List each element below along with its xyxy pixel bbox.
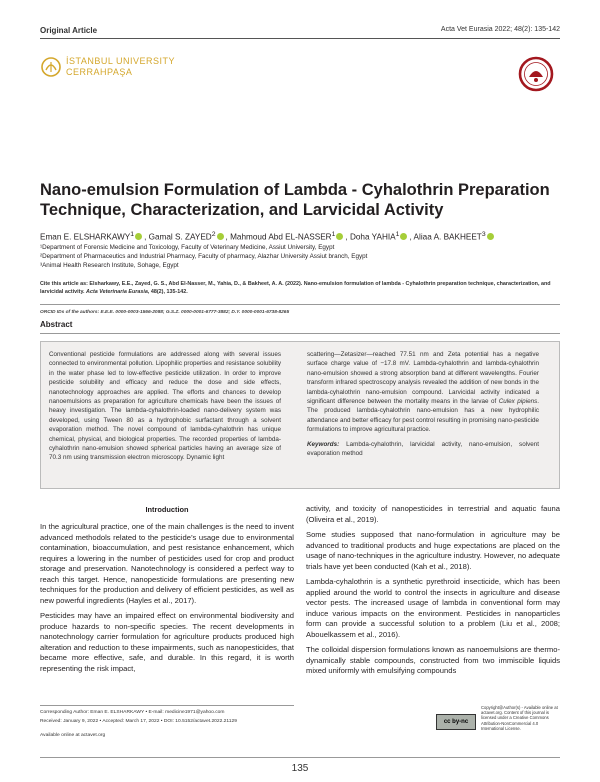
author-name: Mahmoud Abd EL-NASSER bbox=[230, 232, 332, 242]
abstract-heading: Abstract bbox=[40, 320, 73, 329]
citation-prefix: Cite this article as: Elsharkawy, E.E., Zayed, G. S., Abd El-Nasser, M., Yahia, D., & Bakheet, A. A. (2022). Nano-emulsion formulation of lambda - Cyhalothrin preparation technique, characterization, and larvicidal activity. bbox=[40, 281, 551, 295]
creative-commons-badge-icon[interactable]: cc by-nc bbox=[436, 714, 476, 730]
abstract-divider bbox=[40, 333, 560, 334]
author-affiliation-mark: 1 bbox=[395, 231, 400, 238]
abstract-box bbox=[40, 341, 560, 489]
abstract-text: . The produced lambda-cyhalothrin nano-emulsion has a new hydrophilic attendance and better efficacy for pest control resulting in promising nano-pesticide formulations to improve agricultural practice. bbox=[307, 398, 539, 434]
author-name: Gamal S. ZAYED bbox=[148, 232, 212, 242]
journal-seal-icon bbox=[518, 56, 554, 92]
introduction-heading: Introduction bbox=[145, 505, 189, 514]
logo-line-2: CERRAHPAŞA bbox=[66, 67, 133, 77]
keywords-label: Keywords: bbox=[307, 440, 340, 448]
orcid-icon[interactable] bbox=[487, 233, 494, 240]
author-list: Eman E. ELSHARKAWY$^1$ , Gamal S. ZAYED$^2$ , Mahmoud Abd EL-NASSER$^1$ , Doha YAHIA$^1$ , Aliaa A. BAKHEET$^3$ bbox=[40, 229, 560, 243]
journal-reference: Acta Vet Eurasia 2022; 48(2): 135-142 bbox=[440, 26, 560, 33]
orcid-icon[interactable] bbox=[400, 233, 407, 240]
orcid-icon[interactable] bbox=[336, 233, 343, 240]
paragraph: Lambda-cyhalothrin is a synthetic pyrethroid insecticide, which has been applied around the world to control the insects in agriculture and disease vector pests. The increased usage of lambda in conventional form may induce various impacts on the environment. Pesticides in nanoparticles form can provide a successful solution to a problem (Liu et al., 2008; Abouelkassem et al., 2016). bbox=[306, 577, 560, 639]
license-text: Copyright@Author(s) - Available online at actavet.org. Content of this journal is licensed under a Creative Commons Attribution-NonCommercial 4.0 International License. bbox=[481, 705, 558, 731]
author-affiliation-mark: 3 bbox=[481, 231, 486, 238]
available-online: Available online at actavet.org bbox=[40, 733, 106, 738]
author-name: Aliaa A. BAKHEET bbox=[413, 232, 482, 242]
author-name: Doha YAHIA bbox=[349, 232, 396, 242]
university-emblem-icon bbox=[40, 56, 62, 78]
orcid-ids: ORCID IDs of the authors: E.E.E. 0000-0003-1566-2088; G.S.Z. 0000-0001-6777-3882; D.Y. 0000-0001-6738-8265 bbox=[40, 310, 290, 315]
article-dates: Received: January 9, 2022 • Accepted: March 17, 2022 • DOI: 10.5152/actavet.2022.21129 bbox=[40, 719, 237, 724]
abstract-column-1: Conventional pesticide formulations are addressed along with several issues connected to environmental pollution. Lipophilic properties and resistance solubility in the water phase led to low-effective pesticide utilization. In order to improve pesticide solubility and efficacy and reduce the dose and side effects, nanotechnology approaches are applied. The efforts and chances to develop nanoemulsions as preparation for agriculture chemicals have been the issues of heavy investigation. The lambda-cyhalothrin-loaded nano-delivery system was developed, using Tween 80 as a hydrophobic surfactant through a solvent evaporation method. The novel compound of lambda-cyhalothrin has unique chemical, physical, and biological properties. The recorded properties of lambda-cyhalothrin nano-emulsion showed spherical particles having an average size of 70.3 nm using transmission electron microscopy. Dynamic light bbox=[49, 351, 281, 462]
license-block bbox=[436, 705, 560, 750]
page-divider bbox=[40, 757, 560, 758]
abstract-column-2 bbox=[307, 350, 539, 458]
affiliation: ¹Department of Forensic Medicine and Toxicology, Faculty of Veterinary Medicine, Assiut University, Egypt bbox=[40, 244, 335, 251]
paragraph: Some studies supposed that nano-formulation in agriculture may be advanced to traditional products and huge expectations are placed on the usage of nano-techniques in the agriculture industry. However, no adequate trials have yet been conducted (Kah et al., 2018). bbox=[306, 530, 560, 571]
body-column-right bbox=[306, 504, 560, 682]
author-name: Eman E. ELSHARKAWY bbox=[40, 232, 131, 242]
university-logo bbox=[40, 52, 190, 82]
citation-suffix: , 48(2), 135-142. bbox=[147, 288, 188, 295]
abstract-species: Culex pipiens bbox=[498, 398, 538, 406]
header-divider bbox=[40, 38, 560, 39]
author-affiliation-mark: 2 bbox=[211, 231, 216, 238]
paragraph: Pesticides may have an impaired effect on environmental biodiversity and produce hazards to non-specific species. The recent developments in nanotechnology carrier formulation for agriculture products produced high alteration and reduction to these impairments, such as nanopesticides, that became more effective, safe, and durable. In this regard, it is worth representing the risk impact, bbox=[40, 611, 294, 673]
section-label: Original Article bbox=[40, 26, 98, 35]
paragraph: activity, and toxicity of nanopesticides in terrestrial and aquatic fauna (Oliveira et al., 2019). bbox=[306, 504, 560, 524]
orcid-icon[interactable] bbox=[135, 233, 142, 240]
author-affiliation-mark: 1 bbox=[130, 231, 135, 238]
corresponding-author: Corresponding Author: Eman E. ELSHARKAWY • E-mail: medicine1971@yahoo.com bbox=[40, 710, 225, 715]
affiliation: ²Department of Pharmaceutics and Industrial Pharmacy, Faculty of pharmacy, Alazhar University Assiut branch, Egypt bbox=[40, 252, 368, 260]
keywords-text: Lambda-cyhalothrin, larvicidal activity, nano-emulsion, solvent evaporation method bbox=[307, 440, 539, 458]
keywords bbox=[307, 440, 539, 459]
abstract-text: scattering—Zetasizer—reached 77.51 nm and Zeta potential has a negative surface charge value of −17.8 mV. Lambda-cyhalothrin and lambda-cyhalothrin nano-emulsion showed a strong absorption band at different wavelengths. Fourier transform infrared spectroscopy analysis revealed the addition of new bonds in the lambda-cyhalothrin nano-emulsion compound. Larvicidal activity indicated a significant difference between the mortality means in the larvae of bbox=[307, 351, 539, 406]
page-number: 135 bbox=[291, 763, 309, 774]
affiliation: ³Animal Health Research Institute, Sohage, Egypt bbox=[40, 261, 179, 269]
article-title: Nano-emulsion Formulation of Lambda - Cyhalothrin Preparation Technique, Characterization, and Larvicidal Activity bbox=[40, 181, 550, 219]
citation bbox=[40, 281, 560, 296]
orcid-icon[interactable] bbox=[217, 233, 224, 240]
citation-divider bbox=[40, 304, 560, 305]
logo-line-1: İSTANBUL UNIVERSITY bbox=[66, 56, 176, 66]
footer-divider bbox=[40, 705, 294, 706]
paragraph: The colloidal dispersion formulations known as nanoemulsions are thermo-dynamically stable compounds, constructed from two immiscible liquids mixed uniformly with emulsifying compounds bbox=[306, 645, 560, 675]
citation-journal: Acta Veterinaria Eurasia bbox=[86, 288, 148, 295]
affiliations bbox=[40, 244, 560, 270]
body-column-left bbox=[40, 522, 294, 679]
paragraph: In the agricultural practice, one of the main challenges is the need to invent advanced methodols related to the pesticide’s usage due to environmental contamination, bioaccumulation, and pest resistance enhancement, which requires a lowering in the number of pesticides used for crop and product storage and preservation. Nanotechnology is considered a perfect way to reach this target. Hence, nanopesticide formulations are presenting new techniques for the production and delivery of efficient pesticides, as well as new powerful ingredients (Hayles et al., 2017). bbox=[40, 522, 294, 605]
author-affiliation-mark: 1 bbox=[331, 231, 336, 238]
